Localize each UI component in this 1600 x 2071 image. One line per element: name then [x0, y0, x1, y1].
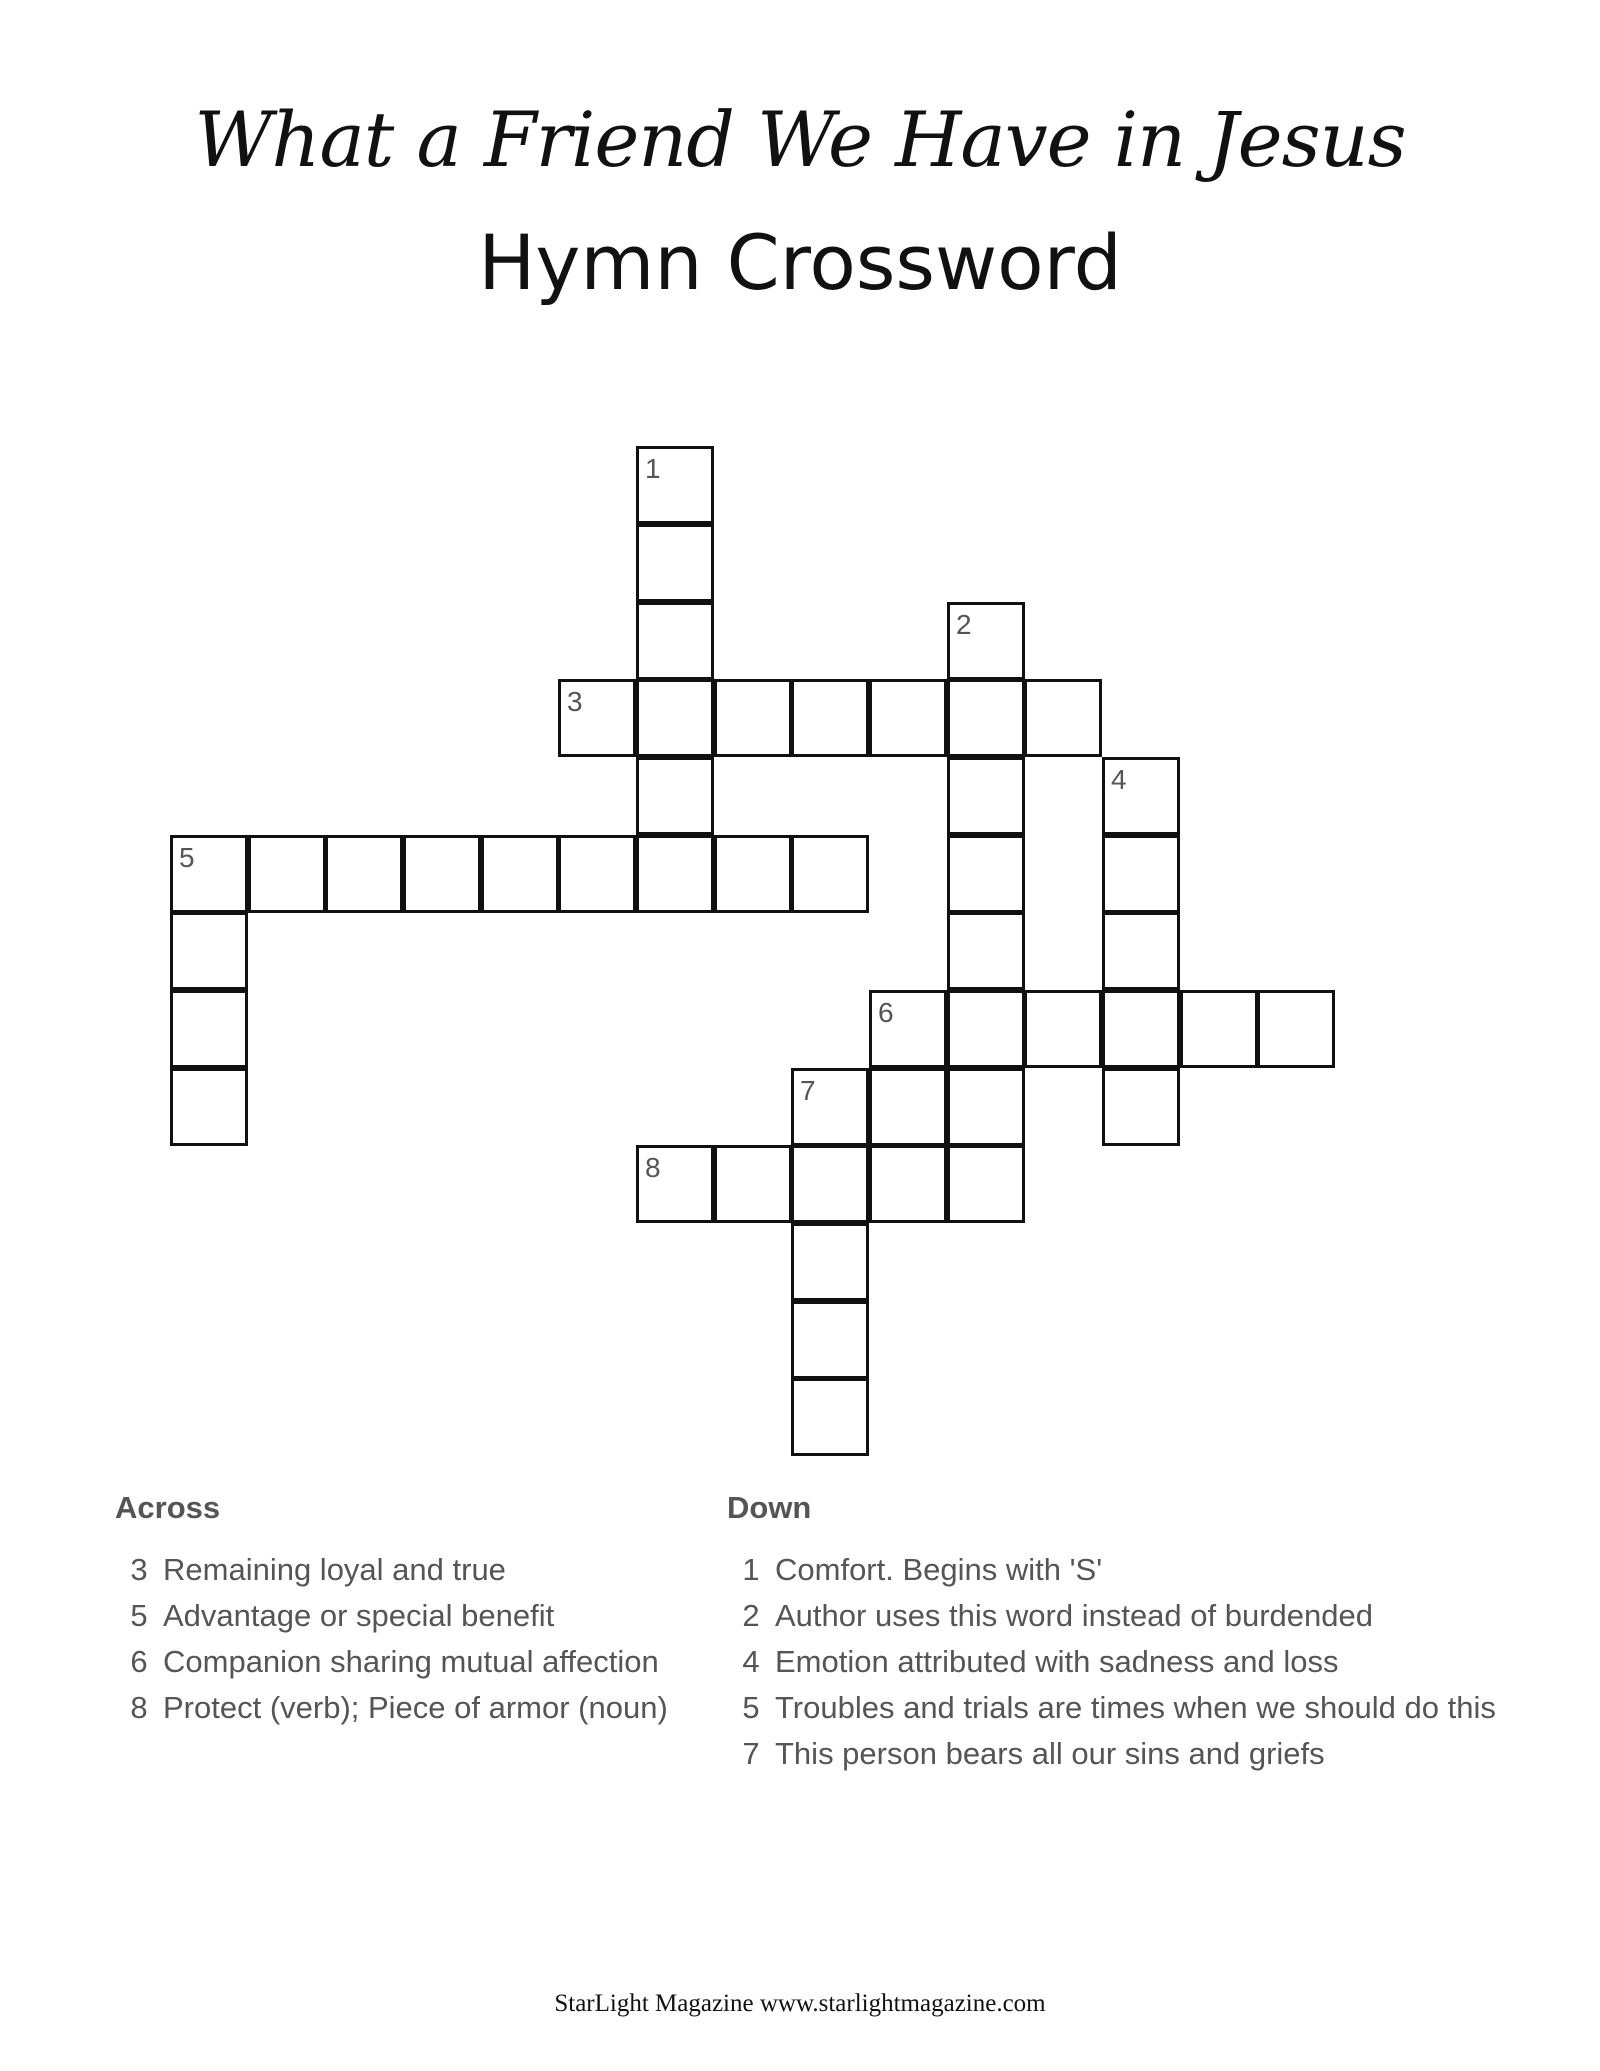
footer-credit: StarLight Magazine www.starlightmagazine.com [554, 1990, 1046, 2017]
cell-number: 1 [645, 453, 661, 484]
crossword-cell[interactable] [170, 1068, 248, 1146]
crossword-cell[interactable] [869, 679, 947, 757]
clue-number: 1 [742, 1552, 760, 1587]
cell-number: 3 [567, 686, 583, 717]
clue-number: 6 [130, 1644, 148, 1679]
down-clue-4 [727, 1642, 1507, 1681]
crossword-cell[interactable] [1102, 990, 1180, 1068]
cell-number: 5 [179, 842, 195, 873]
crossword-cell-3[interactable] [558, 679, 636, 757]
clue-number: 3 [130, 1552, 148, 1587]
crossword-cell[interactable] [636, 757, 714, 835]
cell-number: 2 [956, 609, 972, 640]
crossword-cell[interactable] [791, 1145, 869, 1223]
clue-text: Advantage or special benefit [163, 1598, 555, 1633]
clue-text: Comfort. Begins with 'S' [775, 1552, 1103, 1587]
crossword-cell[interactable] [1257, 990, 1335, 1068]
clue-text: Protect (verb); Piece of armor (noun) [163, 1690, 668, 1725]
down-clue-7 [727, 1734, 1507, 1773]
crossword-cell[interactable] [791, 679, 869, 757]
crossword-cell[interactable] [1180, 990, 1258, 1068]
across-clue-5 [115, 1596, 715, 1635]
crossword-cell[interactable] [636, 679, 714, 757]
across-clues [115, 1490, 715, 1734]
crossword-cell[interactable] [714, 1145, 792, 1223]
down-clue-2 [727, 1596, 1507, 1635]
down-heading: Down [727, 1490, 812, 1525]
cell-number: 8 [645, 1152, 661, 1183]
crossword-cell[interactable] [1102, 1068, 1180, 1146]
crossword-cell[interactable] [947, 835, 1025, 913]
clue-number: 5 [742, 1690, 760, 1725]
clue-number: 8 [130, 1690, 148, 1725]
clue-text: Author uses this word instead of burdended [775, 1598, 1373, 1633]
crossword-cell[interactable] [947, 679, 1025, 757]
crossword-cell[interactable] [947, 1145, 1025, 1223]
crossword-cell[interactable] [947, 990, 1025, 1068]
crossword-cell[interactable] [791, 1378, 869, 1456]
crossword-cell[interactable] [636, 524, 714, 602]
crossword-cell[interactable] [558, 835, 636, 913]
crossword-cell-4[interactable] [1102, 757, 1180, 835]
down-clue-1 [727, 1550, 1507, 1589]
crossword-cell[interactable] [791, 1301, 869, 1379]
crossword-cell[interactable] [947, 1068, 1025, 1146]
clue-text: Remaining loyal and true [163, 1552, 506, 1587]
crossword-cell[interactable] [248, 835, 326, 913]
clue-text: Companion sharing mutual affection [163, 1644, 659, 1679]
crossword-cell-7[interactable] [791, 1068, 869, 1146]
crossword-cell[interactable] [636, 602, 714, 680]
crossword-cell[interactable] [170, 990, 248, 1068]
crossword-cell[interactable] [947, 757, 1025, 835]
crossword-cell-2[interactable] [947, 602, 1025, 680]
crossword-cell[interactable] [869, 1068, 947, 1146]
clue-text: Troubles and trials are times when we should do this [775, 1690, 1496, 1725]
cell-number: 6 [878, 997, 894, 1028]
puzzle-title: What a Friend We Have in Jesus [194, 95, 1406, 184]
crossword-cell-5[interactable] [170, 835, 248, 913]
across-heading: Across [115, 1490, 221, 1525]
clue-number: 4 [742, 1644, 760, 1679]
crossword-cell-1[interactable] [636, 446, 714, 524]
down-clue-5 [727, 1688, 1507, 1727]
across-clue-6 [115, 1642, 715, 1681]
crossword-cell-8[interactable] [636, 1145, 714, 1223]
crossword-cell[interactable] [1102, 912, 1180, 990]
puzzle-subtitle: Hymn Crossword [478, 218, 1122, 307]
across-clue-8 [115, 1688, 715, 1727]
cell-number: 7 [800, 1075, 816, 1106]
crossword-cell[interactable] [481, 835, 559, 913]
crossword-cell[interactable] [714, 679, 792, 757]
crossword-cell[interactable] [170, 912, 248, 990]
crossword-cell[interactable] [1024, 679, 1102, 757]
crossword-cell[interactable] [636, 835, 714, 913]
across-clue-3 [115, 1550, 715, 1589]
crossword-cell[interactable] [403, 835, 481, 913]
down-clues [727, 1490, 1507, 1780]
clue-number: 5 [130, 1598, 148, 1633]
crossword-cell[interactable] [325, 835, 403, 913]
crossword-cell[interactable] [1102, 835, 1180, 913]
clue-number: 2 [742, 1598, 760, 1633]
crossword-cell[interactable] [791, 835, 869, 913]
clue-text: Emotion attributed with sadness and loss [775, 1644, 1339, 1679]
crossword-cell[interactable] [1024, 990, 1102, 1068]
clue-text: This person bears all our sins and griefs [775, 1736, 1325, 1771]
cell-number: 4 [1111, 764, 1127, 795]
crossword-cell[interactable] [714, 835, 792, 913]
crossword-cell[interactable] [791, 1223, 869, 1301]
clue-number: 7 [742, 1736, 760, 1771]
crossword-cell[interactable] [869, 1145, 947, 1223]
crossword-cell-6[interactable] [869, 990, 947, 1068]
crossword-cell[interactable] [947, 912, 1025, 990]
